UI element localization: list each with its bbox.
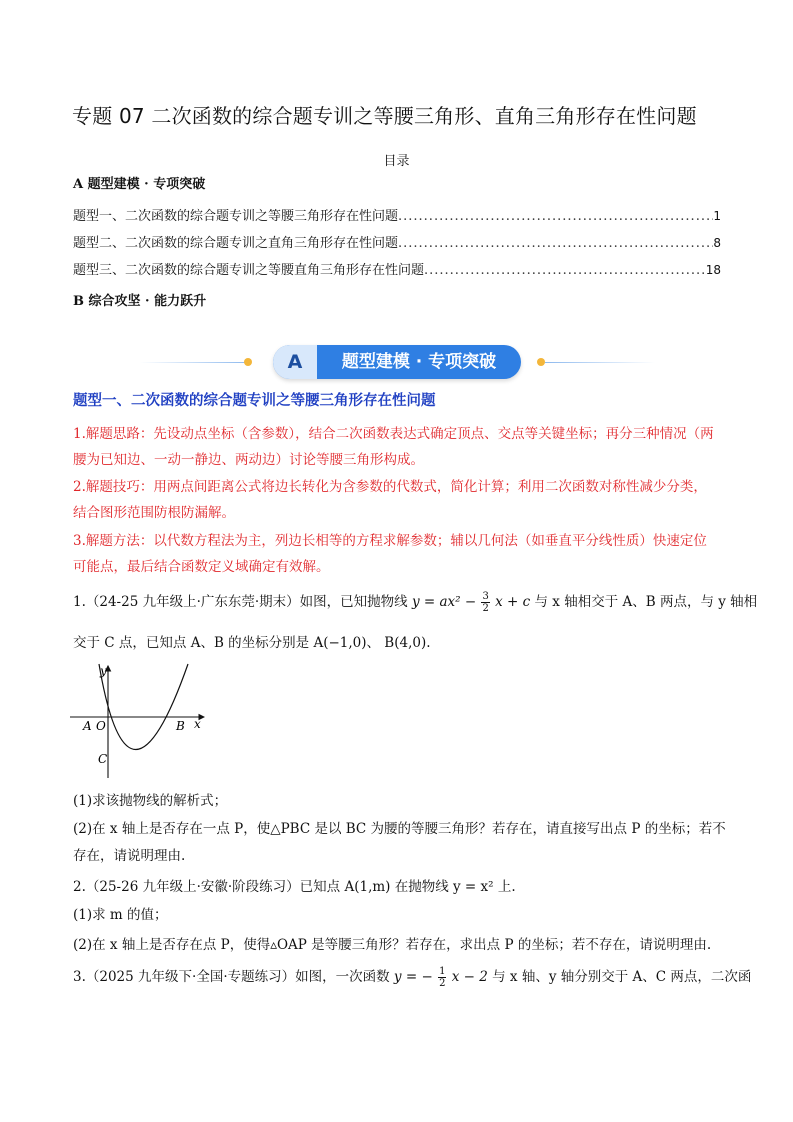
origin-label: O (96, 719, 106, 733)
tip-line-1: 1.解题思路：先设动点坐标（含参数），结合二次函数表达式确定顶点、交点等关键坐标；再分三种情况（两 (73, 426, 714, 442)
q3-equation-left: y = − (393, 969, 433, 985)
tip-line-6: 可能点，最后结合函数定义域确定有效解。 (73, 559, 330, 575)
q1-prefix: 1.（24-25 九年级上·广东东莞·期末）如图，已知抛物线 (73, 594, 408, 610)
toc-section-b: B 综合攻坚 · 能力跃升 (73, 294, 207, 309)
toc-item-3[interactable] (73, 259, 721, 278)
type1-heading: 题型一、二次函数的综合题专训之等腰三角形存在性问题 (73, 392, 436, 409)
toc-leader (398, 236, 713, 251)
point-c-label: C (98, 752, 108, 766)
q1-suffix: 与 x 轴相交于 A、B 两点，与 y 轴相 (534, 594, 758, 610)
q1-fraction (481, 591, 489, 614)
banner-dot-left (244, 358, 252, 366)
point-b-label: B (176, 719, 185, 733)
toc-item-label: 题型三、二次函数的综合题专训之等腰直角三角形存在性问题 (73, 263, 425, 278)
q1-equation-right: x + c (495, 594, 531, 610)
toc-item-label: 题型一、二次函数的综合题专训之等腰三角形存在性问题 (73, 209, 399, 224)
toc-item-page: 1 (713, 209, 721, 223)
q3-suffix: 与 x 轴、y 轴分别交于 A、C 两点，二次函 (492, 969, 752, 985)
q2-part-1: (1)求 m 的值； (73, 907, 168, 923)
section-letter: A (273, 345, 317, 379)
q3-line-1 (73, 965, 751, 989)
q3-prefix: 3.（2025 九年级下·全国·专题练习）如图，一次函数 (73, 969, 390, 985)
q3-frac-num: 1 (439, 966, 446, 977)
q1-part-2-line-2: 存在，请说明理由. (73, 848, 186, 864)
q1-line-2: 交于 C 点，已知点 A、B 的坐标分别是 A(−1,0)、 B(4,0). (73, 635, 431, 651)
tip-line-4: 结合图形范围防根防漏解。 (73, 505, 235, 521)
toc-item-page: 18 (705, 263, 721, 277)
section-banner-title: 题型建模 · 专项突破 (341, 352, 497, 372)
toc-item-1[interactable] (73, 205, 721, 224)
point-a-label: A (83, 719, 92, 733)
toc-item-label: 题型二、二次函数的综合题专训之直角三角形存在性问题 (73, 236, 399, 251)
toc-item-page: 8 (713, 236, 721, 250)
q2-part-2: (2)在 x 轴上是否存在点 P，使得▵OAP 是等腰三角形？若存在，求出点 P 的坐标；若不存在，请说明理由. (73, 937, 712, 953)
tip-line-5: 3.解题方法：以代数方程法为主，列边长相等的方程求解参数；辅以几何法（如垂直平分线性质）快速定位 (73, 533, 707, 549)
toc-section-a: A 题型建模 · 专项突破 (73, 177, 206, 192)
q2-line-1: 2.（25-26 九年级上·安徽·阶段练习）已知点 A(1,m) 在抛物线 y = x² 上. (73, 879, 516, 895)
toc-heading: 目录 (383, 154, 410, 169)
q1-equation-left: y = ax² − (411, 594, 477, 610)
q3-equation-right: x − 2 (451, 969, 488, 985)
y-axis-label: y (100, 664, 107, 678)
banner-line-right (545, 362, 655, 363)
q1-line-1 (73, 590, 757, 614)
page-title: 专题 07 二次函数的综合题专训之等腰三角形、直角三角形存在性问题 (72, 104, 697, 128)
tip-line-2: 腰为已知边、一动一静边、两动边）讨论等腰三角形构成。 (73, 452, 424, 468)
x-axis-label: x (194, 717, 201, 731)
banner-dot-right (537, 358, 545, 366)
q1-frac-den: 2 (482, 603, 489, 614)
q3-fraction (438, 966, 446, 989)
toc-leader (398, 209, 713, 224)
parabola-graph (66, 660, 214, 780)
q1-frac-num: 3 (482, 591, 489, 602)
parabola-curve (99, 664, 188, 750)
toc-leader (424, 263, 706, 278)
q3-frac-den: 2 (439, 978, 446, 989)
tip-line-3: 2.解题技巧：用两点间距离公式将边长转化为含参数的代数式，简化计算；利用二次函数对称性减少分类， (73, 479, 707, 495)
q1-part-2-line-1: (2)在 x 轴上是否存在一点 P，使△PBC 是以 BC 为腰的等腰三角形？若存在，请直接写出点 P 的坐标；若不 (73, 821, 726, 837)
banner-line-left (140, 362, 248, 363)
q1-part-1: (1)求该抛物线的解析式； (73, 793, 228, 809)
toc-item-2[interactable] (73, 232, 721, 251)
